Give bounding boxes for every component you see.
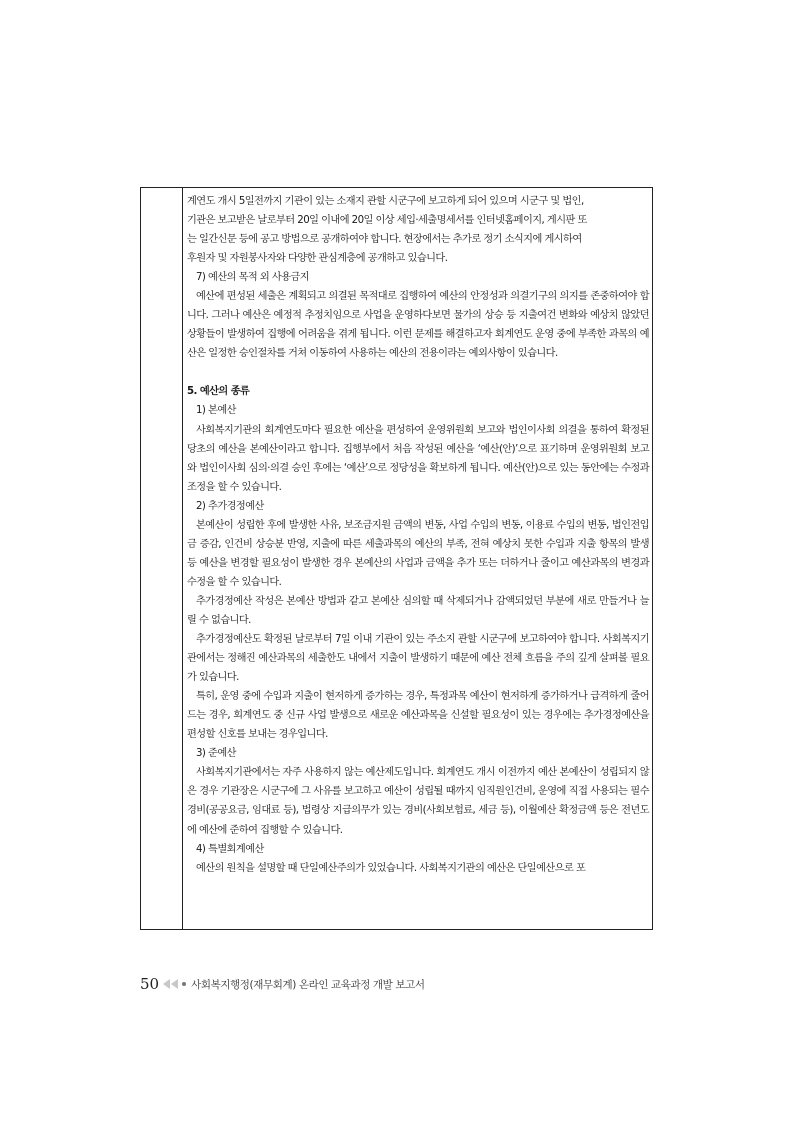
intro-line: 는 일간신문 등에 공고 방법으로 공개하여야 합니다. 현장에서는 추가로 정기 소식지에 게시하여 <box>187 234 582 246</box>
bullet-icon <box>182 982 186 986</box>
subheading-7: 7) 예산의 목적 외 사용금지 <box>196 272 310 284</box>
subheading-2: 2) 추가경정예산 <box>196 500 264 512</box>
body-text <box>187 192 649 878</box>
paragraph-2c: 추가경정예산도 확정된 날로부터 7일 이내 기관이 있는 주소지 관할 시군구에 보고하여야 합니다. 사회복지기관에서는 정해진 예산과목의 세출한도 내에서 지출이 발생하기 때문에 예산 전체 흐름을 주의 깊게 살펴볼 필요가 있습니다. <box>187 634 649 684</box>
section-heading-5: 5. 예산의 종류 <box>187 386 250 398</box>
paragraph-4: 예산의 원칙을 설명할 때 단일예산주의가 있었습니다. 사회복지기관의 예산은 단일예산으로 포 <box>196 862 586 874</box>
paragraph-2a: 본예산이 성립한 후에 발생한 사유, 보조금지원 금액의 변동, 사업 수입의 변동, 이용료 수입의 변동, 법인전입금 증감, 인건비 상승분 반영, 지출에 따른 세출과목의 예산의 부족, 전혀 예상치 못한 수입과 지출 항목의 발생 등 예산을 변경할 필요성이 발생한 경우 본예산의 사업과 금액을 추가 또는 더하거나 줄이고 예산과목의 변경과 수정을 할 수 있습니다. <box>187 519 649 588</box>
subheading-1: 1) 본예산 <box>196 405 236 417</box>
chevron-left-icon <box>171 979 178 989</box>
column-divider <box>182 188 183 929</box>
subheading-4: 4) 특별회계예산 <box>196 843 264 855</box>
spacer <box>187 363 649 382</box>
footer-title: 사회복지행정(재무회계) 온라인 교육과정 개발 보고서 <box>191 978 425 991</box>
paragraph-1: 사회복지기관의 회계연도마다 필요한 예산을 편성하여 운영위원회 보고와 법인이사회 의결을 통하여 확정된 당초의 예산을 본예산이라고 합니다. 집행부에서 처음 작성된 예산을 ‘예산(안)’으로 표기하며 운영위원회 보고와 법인이사회 심의·의결 승인 후에는 ‘예산’으로 정당성을 확보하게 됩니다. 예산(안)으로 있는 동안에는 수정과 조정을 할 수 있습니다. <box>187 424 649 493</box>
intro-line: 계연도 개시 5일전까지 기관이 있는 소재지 관할 시군구에 보고하게 되어 있으며 시군구 및 법인, <box>187 196 584 207</box>
paragraph-3: 사회복지기관에서는 자주 사용하지 않는 예산제도입니다. 회계연도 개시 이전까지 예산 본예산이 성립되지 않은 경우 기관장은 시군구에 그 사유를 보고하고 예산이 성립될 때까지 임직원인건비, 운영에 직접 사용되는 필수경비(공공요금, 임대료 등), 법령상 지급의무가 있는 경비(사회보험료, 세금 등), 이월예산 확정금액 등은 전년도에 예산에 준하여 집행할 수 있습니다. <box>187 767 649 836</box>
page-footer <box>140 973 425 995</box>
subheading-3: 3) 준예산 <box>196 748 236 760</box>
paragraph-7: 예산에 편성된 세출은 계획되고 의결된 목적대로 집행하여 예산의 안정성과 의결기구의 의지를 존중하여야 합니다. 그러나 예산은 예정적 추정치임으로 사업을 운영하다보면 물가의 상승 등 지출여건 변화와 예상치 않았던 상황들이 발생하여 집행에 어려움을 겪게 됩니다. 이런 문제를 해결하고자 회계연도 운영 중에 부족한 과목의 예산은 일정한 승인절차를 거쳐 이동하여 사용하는 예산의 전용이라는 예외사항이 있습니다. <box>187 291 649 360</box>
intro-line: 기관은 보고받은 날로부터 20일 이내에 20일 이상 세입·세출명세서를 인터넷홈페이지, 게시판 또 <box>187 215 587 227</box>
page-number: 50 <box>140 975 160 993</box>
chevron-left-icon <box>163 979 170 989</box>
intro-line: 후원자 및 자원봉사자와 다양한 관심계층에 공개하고 있습니다. <box>187 253 448 265</box>
paragraph-2d: 특히, 운영 중에 수입과 지출이 현저하게 증가하는 경우, 특정과목 예산이 현저하게 증가하거나 급격하게 줄어드는 경우, 회계연도 중 신규 사업 발생으로 새로운 예산과목을 신설할 필요성이 있는 경우에는 추가경정예산을 편성할 신호를 보내는 경우입니다. <box>187 691 649 741</box>
paragraph-2b: 추가경정예산 작성은 본예산 방법과 같고 본예산 심의할 때 삭제되거나 감액되었던 부분에 새로 만들거나 늘릴 수 없습니다. <box>187 595 649 626</box>
